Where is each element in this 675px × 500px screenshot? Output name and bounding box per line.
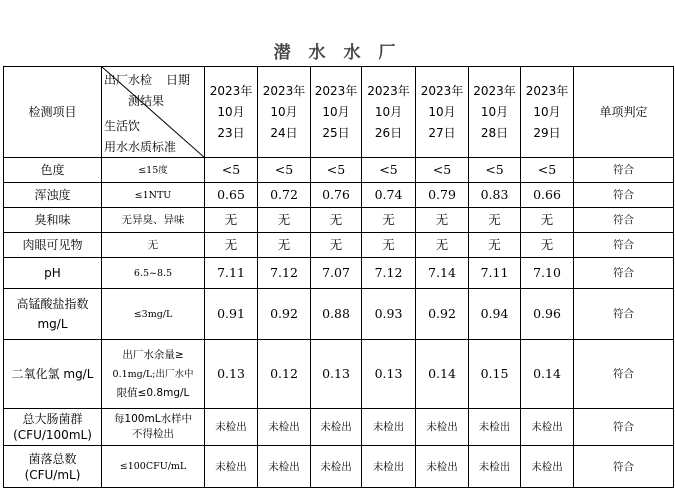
row-value: 0.66 [521, 183, 574, 208]
date-month: 10月 [480, 104, 509, 119]
row-standard [102, 409, 205, 446]
header-judge: 单项判定 [574, 67, 674, 158]
row-value: 无 [258, 208, 311, 233]
header-diag-top2: 测结果 [128, 94, 165, 108]
row-value: 无 [258, 233, 311, 258]
row-value: 0.72 [258, 183, 311, 208]
row-name-line1: 高锰酸盐指数 [16, 297, 89, 311]
row-value: 无 [311, 208, 362, 233]
date-day: 29日 [533, 125, 561, 140]
date-month: 10月 [533, 104, 561, 119]
row-name: 臭和味 [4, 208, 102, 233]
row-value: 0.92 [416, 289, 469, 340]
row-value: 无 [469, 208, 521, 233]
row-value: 0.93 [362, 289, 416, 340]
water-quality-table [3, 66, 674, 488]
header-date-7 [521, 67, 574, 158]
row-value: 未检出 [311, 446, 362, 488]
date-day: 28日 [480, 125, 509, 140]
std-line3: 限值≤0.8mg/L [116, 386, 190, 399]
header-date-6 [469, 67, 521, 158]
row-judge: 符合 [574, 233, 674, 258]
row-value: 0.13 [311, 340, 362, 409]
row-value: 未检出 [469, 409, 521, 446]
header-diag-bottom1: 生活饮 [104, 119, 141, 133]
date-year: 2023年 [314, 83, 358, 98]
header-diag-date: 日期 [166, 73, 191, 87]
date-year: 2023年 [209, 83, 253, 98]
row-value: <5 [469, 158, 521, 183]
row-value: <5 [521, 158, 574, 183]
row-value: 未检出 [311, 409, 362, 446]
date-day: 24日 [270, 125, 298, 140]
row-value: 0.94 [469, 289, 521, 340]
std-line1: 出厂水余量≥ [122, 348, 184, 361]
row-value: 7.12 [362, 258, 416, 289]
date-year: 2023年 [473, 83, 516, 98]
date-month: 10月 [217, 104, 245, 119]
row-value: 0.76 [311, 183, 362, 208]
row-value: 无 [416, 233, 469, 258]
row-name [4, 409, 102, 446]
page-title: 潜 水 水 厂 [273, 43, 402, 63]
row-value: 未检出 [469, 446, 521, 488]
row-value: 0.83 [469, 183, 521, 208]
row-value: <5 [416, 158, 469, 183]
std-line2: 0.1mg/L;出厂水中 [112, 368, 194, 380]
row-value: 无 [362, 208, 416, 233]
row-standard: 无 [102, 233, 205, 258]
table-row [4, 446, 674, 488]
row-standard: 无异臭、异味 [102, 208, 205, 233]
row-value: 无 [205, 208, 258, 233]
table-row [4, 183, 674, 208]
row-name-line2: (CFU/100mL) [13, 428, 92, 442]
row-value: 0.12 [258, 340, 311, 409]
std-line1: 每100mL水样中 [113, 413, 193, 425]
row-value: 7.11 [469, 258, 521, 289]
row-value: 0.13 [362, 340, 416, 409]
date-month: 10月 [322, 104, 350, 119]
row-standard: 6.5~8.5 [102, 258, 205, 289]
date-year: 2023年 [367, 83, 410, 98]
date-day: 27日 [428, 125, 456, 140]
row-value: 未检出 [416, 409, 469, 446]
row-name [4, 446, 102, 488]
row-value: 0.14 [416, 340, 469, 409]
row-value: 无 [362, 233, 416, 258]
row-name: 二氧化氯 mg/L [4, 340, 102, 409]
row-value: 未检出 [258, 409, 311, 446]
row-value: 未检出 [205, 446, 258, 488]
header-item: 检测项目 [4, 67, 102, 158]
header-diag-top1: 出厂水检 [104, 73, 153, 87]
row-value: 7.07 [311, 258, 362, 289]
row-value: 7.10 [521, 258, 574, 289]
row-value: 0.79 [416, 183, 469, 208]
row-value: <5 [258, 158, 311, 183]
row-value: 7.11 [205, 258, 258, 289]
row-judge: 符合 [574, 409, 674, 446]
table-row [4, 340, 674, 409]
row-value: 未检出 [258, 446, 311, 488]
row-value: 0.14 [521, 340, 574, 409]
std-line2: 不得检出 [132, 428, 174, 440]
row-value: 无 [469, 233, 521, 258]
row-value: 0.74 [362, 183, 416, 208]
row-name: 浑浊度 [4, 183, 102, 208]
date-month: 10月 [374, 104, 403, 119]
row-name-line1: 菌落总数 [28, 451, 77, 466]
row-judge: 符合 [574, 340, 674, 409]
header-row [4, 67, 674, 158]
date-year: 2023年 [525, 83, 569, 98]
row-value: <5 [362, 158, 416, 183]
row-value: <5 [205, 158, 258, 183]
row-value: 未检出 [416, 446, 469, 488]
row-name-line2: mg/L [37, 317, 68, 331]
row-standard [102, 340, 205, 409]
row-value: 无 [416, 208, 469, 233]
row-value: 无 [521, 233, 574, 258]
row-value: 未检出 [362, 446, 416, 488]
row-value: 未检出 [521, 446, 574, 488]
table-row [4, 158, 674, 183]
table-row [4, 208, 674, 233]
row-standard: ≤3mg/L [102, 289, 205, 340]
header-diagonal-cell [102, 67, 205, 158]
row-judge: 符合 [574, 258, 674, 289]
row-name-line2: (CFU/mL) [24, 467, 81, 482]
date-month: 10月 [428, 104, 456, 119]
row-value: 无 [521, 208, 574, 233]
row-value: <5 [311, 158, 362, 183]
row-name: 肉眼可见物 [4, 233, 102, 258]
header-date-3 [311, 67, 362, 158]
header-diag-bottom2: 用水水质标准 [104, 140, 177, 154]
row-value: 7.14 [416, 258, 469, 289]
row-value: 未检出 [362, 409, 416, 446]
row-name-line1: 总大肠菌群 [22, 412, 83, 426]
row-value: 未检出 [521, 409, 574, 446]
table-row [4, 258, 674, 289]
row-value: 0.15 [469, 340, 521, 409]
row-standard: ≤15度 [102, 158, 205, 183]
table-row [4, 289, 674, 340]
row-standard: ≤1NTU [102, 183, 205, 208]
header-date-4 [362, 67, 416, 158]
row-judge: 符合 [574, 446, 674, 488]
date-day: 25日 [322, 125, 350, 140]
table-row [4, 409, 674, 446]
row-judge: 符合 [574, 289, 674, 340]
row-value: 无 [205, 233, 258, 258]
row-value: 0.96 [521, 289, 574, 340]
row-value: 0.91 [205, 289, 258, 340]
row-value: 0.65 [205, 183, 258, 208]
row-judge: 符合 [574, 208, 674, 233]
header-date-2 [258, 67, 311, 158]
table-row [4, 233, 674, 258]
header-date-1 [205, 67, 258, 158]
row-value: 未检出 [205, 409, 258, 446]
date-day: 23日 [217, 125, 245, 140]
row-judge: 符合 [574, 158, 674, 183]
row-value: 无 [311, 233, 362, 258]
row-value: 0.92 [258, 289, 311, 340]
row-value: 0.88 [311, 289, 362, 340]
row-judge: 符合 [574, 183, 674, 208]
date-year: 2023年 [420, 83, 464, 98]
header-date-5 [416, 67, 469, 158]
row-value: 0.13 [205, 340, 258, 409]
date-year: 2023年 [262, 83, 306, 98]
row-value: 7.12 [258, 258, 311, 289]
row-name: pH [4, 258, 102, 289]
row-name: 色度 [4, 158, 102, 183]
row-name [4, 289, 102, 340]
date-day: 26日 [374, 125, 403, 140]
date-month: 10月 [270, 104, 298, 119]
row-standard: ≤100CFU/mL [102, 446, 205, 488]
